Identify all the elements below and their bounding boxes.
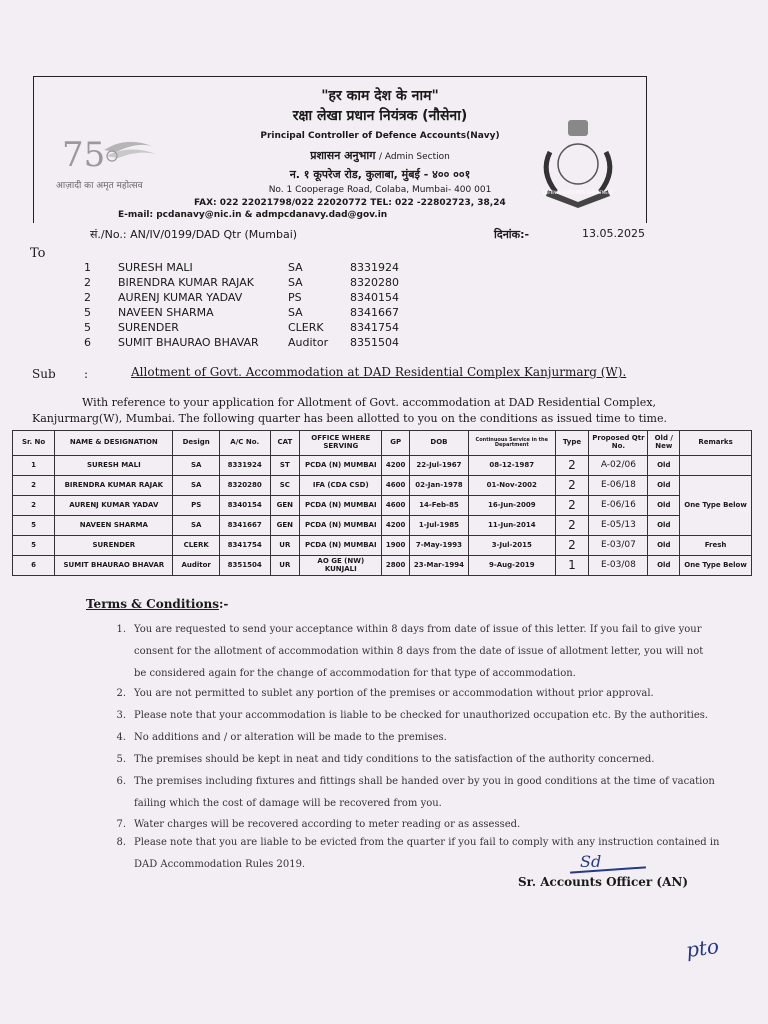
recipient-account-no: 8340154 <box>350 291 399 304</box>
term-number: 2. <box>116 688 126 699</box>
recipient-designation: Auditor <box>288 336 329 349</box>
term-line: Water charges will be recovered according to meter reading or as assessed. <box>134 819 521 830</box>
cell-service: 9-Aug-2019 <box>469 556 556 576</box>
recipient-sno: 2 <box>84 276 91 289</box>
term-item <box>108 619 718 685</box>
recipient-sno: 5 <box>84 321 91 334</box>
cell-dob: 7-May-1993 <box>409 536 468 556</box>
section-name <box>0 148 764 163</box>
table-row <box>13 476 752 496</box>
cell-old-new: Old <box>648 496 680 516</box>
cell-account-no: 8340154 <box>219 496 270 516</box>
cell-type: 2 <box>555 516 589 536</box>
cell-name: BIRENDRA KUMAR RAJAK <box>55 476 173 496</box>
cell-name: SUMIT BHAURAO BHAVAR <box>55 556 173 576</box>
column-header: Design <box>173 431 219 456</box>
subject-text: Allotment of Govt. Accommodation at DAD Residential Complex Kanjurmarg (W). <box>131 365 627 379</box>
cell-service: 16-Jun-2009 <box>469 496 556 516</box>
cell-name: SURESH MALI <box>55 456 173 476</box>
date-value: 13.05.2025 <box>582 227 645 240</box>
recipient-designation: SA <box>288 276 303 289</box>
term-number: 8. <box>116 837 126 848</box>
defence-accounts-emblem <box>530 112 626 216</box>
to-label: To <box>30 246 46 261</box>
date-label: दिनांक:- <box>494 228 530 241</box>
column-header: A/C No. <box>219 431 270 456</box>
table-row <box>13 516 752 536</box>
reference-number: सं./No.: AN/IV/0199/DAD Qtr (Mumbai) <box>90 228 298 241</box>
cell-cat: UR <box>270 536 300 556</box>
cell-service: 3-Jul-2015 <box>469 536 556 556</box>
recipient-sno: 5 <box>84 306 91 319</box>
recipient-designation: PS <box>288 291 302 304</box>
cell-qtr-no: E-03/07 <box>589 536 648 556</box>
recipient-designation: SA <box>288 261 303 274</box>
cell-qtr-no: E-06/18 <box>589 476 648 496</box>
body-paragraph-line-2: Kanjurmarg(W), Mumbai. The following quarter has been allotted to you on the conditions as issued time to time. <box>32 412 667 425</box>
cell-dob: 02-Jan-1978 <box>409 476 468 496</box>
cell-dob: 23-Mar-1994 <box>409 556 468 576</box>
cell-sr-no: 5 <box>13 536 55 556</box>
pto-handwritten-note: pto <box>684 933 721 963</box>
address-english: No. 1 Cooperage Road, Colaba, Mumbai- 400 001 <box>268 185 492 195</box>
column-header: Remarks <box>680 431 752 456</box>
term-line: Please note that you are liable to be evicted from the quarter if you fail to comply with any instruction contained in <box>134 837 720 848</box>
cell-design: SA <box>173 476 219 496</box>
slogan: "हर काम देश के नाम" <box>321 88 439 104</box>
cell-design: Auditor <box>173 556 219 576</box>
cell-old-new: Old <box>648 456 680 476</box>
table-row <box>13 496 752 516</box>
cell-cat: SC <box>270 476 300 496</box>
column-header: Proposed Qtr No. <box>589 431 648 456</box>
recipient-sno: 2 <box>84 291 91 304</box>
cell-account-no: 8331924 <box>219 456 270 476</box>
emblem-ribbon-text: DEFENCE ACCOUNTS DEPARTMENT <box>542 190 614 195</box>
cell-account-no: 8351504 <box>219 556 270 576</box>
cell-office: IFA (CDA CSD) <box>300 476 382 496</box>
term-line: You are not permitted to sublet any portion of the premises or accommodation without prior approval. <box>134 688 654 699</box>
cell-office: PCDA (N) MUMBAI <box>300 496 382 516</box>
recipient-sno: 6 <box>84 336 91 349</box>
column-header: NAME & DESIGNATION <box>55 431 173 456</box>
table-header-row <box>13 431 752 456</box>
cell-office: PCDA (N) MUMBAI <box>300 536 382 556</box>
table-row <box>13 556 752 576</box>
terms-heading <box>86 597 228 611</box>
subject-label: Sub <box>32 367 56 381</box>
term-line: Please note that your accommodation is liable to be checked for unauthorized occupation etc. By the authorities. <box>134 710 709 721</box>
recipient-account-no: 8320280 <box>350 276 399 289</box>
cell-gp: 4600 <box>382 476 409 496</box>
cell-type: 2 <box>555 456 589 476</box>
cell-gp: 4200 <box>382 516 409 536</box>
term-line: consent for the allotment of accommodation within 8 days from the date of issue of allotment letter, you will not <box>134 646 704 657</box>
recipient-name: NAVEEN SHARMA <box>118 306 214 319</box>
cell-service: 01-Nov-2002 <box>469 476 556 496</box>
cell-qtr-no: E-05/13 <box>589 516 648 536</box>
term-line: The premises including fixtures and fittings shall be handed over by you in good conditions at the time of vacation <box>134 776 715 787</box>
term-line: The premises should be kept in neat and tidy conditions to the satisfaction of the authority concerned. <box>134 754 655 765</box>
term-text <box>134 832 724 876</box>
terms-title: Terms & Conditions <box>86 597 219 611</box>
cell-sr-no: 2 <box>13 496 55 516</box>
recipient-name: BIRENDRA KUMAR RAJAK <box>118 276 254 289</box>
term-line: be considered again for the change of accommodation for that type of accommodation. <box>134 668 576 679</box>
recipient-name: SURESH MALI <box>118 261 193 274</box>
term-number: 3. <box>116 710 126 721</box>
cell-remarks: One Type Below <box>680 476 752 536</box>
cell-type: 2 <box>555 476 589 496</box>
cell-cat: GEN <box>270 516 300 536</box>
cell-remarks: One Type Below <box>680 556 752 576</box>
term-number: 7. <box>116 819 126 830</box>
column-header: Old / New <box>648 431 680 456</box>
recipient-sno: 1 <box>84 261 91 274</box>
recipient-name: AURENJ KUMAR YADAV <box>118 291 243 304</box>
term-text <box>134 771 724 815</box>
cell-service: 11-Jun-2014 <box>469 516 556 536</box>
column-header: CAT <box>270 431 300 456</box>
cell-gp: 2800 <box>382 556 409 576</box>
section-name-hindi: प्रशासन अनुभाग <box>310 149 376 162</box>
cell-qtr-no: A-02/06 <box>589 456 648 476</box>
email-addresses: E-mail: pcdanavy@nic.in & admpcdanavy.dad@gov.in <box>118 210 388 220</box>
cell-design: PS <box>173 496 219 516</box>
cell-qtr-no: E-03/08 <box>589 556 648 576</box>
cell-account-no: 8341754 <box>219 536 270 556</box>
term-item <box>108 771 718 815</box>
body-paragraph-line-1: With reference to your application for Allotment of Govt. accommodation at DAD Residential Complex, <box>82 396 657 409</box>
office-name-hindi: रक्षा लेखा प्रधान नियंत्रक (नौसेना) <box>292 108 468 124</box>
column-header: Type <box>555 431 589 456</box>
cell-sr-no: 6 <box>13 556 55 576</box>
defence-accounts-crest-icon <box>530 112 626 216</box>
cell-account-no: 8320280 <box>219 476 270 496</box>
cell-name: AURENJ KUMAR YADAV <box>55 496 173 516</box>
recipient-account-no: 8331924 <box>350 261 399 274</box>
term-line: You are requested to send your acceptance within 8 days from date of issue of this letter. If you fail to give your <box>134 624 702 635</box>
table-row <box>13 536 752 556</box>
term-text <box>134 619 724 685</box>
cell-gp: 4600 <box>382 496 409 516</box>
term-number: 4. <box>116 732 126 743</box>
subject-colon: : <box>84 367 89 381</box>
cell-dob: 22-Jul-1967 <box>409 456 468 476</box>
cell-dob: 1-Jul-1985 <box>409 516 468 536</box>
cell-gp: 1900 <box>382 536 409 556</box>
cell-qtr-no: E-06/16 <box>589 496 648 516</box>
cell-cat: GEN <box>270 496 300 516</box>
terms-title-suffix: :- <box>218 597 229 611</box>
column-header: OFFICE WHERE SERVING <box>300 431 382 456</box>
cell-name: NAVEEN SHARMA <box>55 516 173 536</box>
recipient-designation: CLERK <box>288 321 324 334</box>
cell-cat: UR <box>270 556 300 576</box>
term-number: 1. <box>116 624 126 635</box>
svg-text:75: 75 <box>62 135 106 175</box>
cell-account-no: 8341667 <box>219 516 270 536</box>
recipient-list <box>0 261 768 351</box>
column-header: Continuous Service in the Department <box>469 431 556 456</box>
column-header: Sr. No <box>13 431 55 456</box>
cell-design: SA <box>173 456 219 476</box>
cell-type: 2 <box>555 536 589 556</box>
term-line: No additions and / or alteration will be made to the premises. <box>134 732 447 743</box>
signature-initials: Sd <box>580 852 602 871</box>
cell-cat: ST <box>270 456 300 476</box>
cell-dob: 14-Feb-85 <box>409 496 468 516</box>
cell-office: AO GE (NW) KUNJALI <box>300 556 382 576</box>
signatory-designation: Sr. Accounts Officer (AN) <box>518 875 689 889</box>
cell-remarks: Fresh <box>680 536 752 556</box>
cell-old-new: Old <box>648 516 680 536</box>
cell-office: PCDA (N) MUMBAI <box>300 456 382 476</box>
recipient-designation: SA <box>288 306 303 319</box>
cell-type: 1 <box>555 556 589 576</box>
address-hindi: न. १ कूपरेज रोड, कुलाबा, मुंबई - ४०० ००१ <box>289 168 471 181</box>
recipient-account-no: 8351504 <box>350 336 399 349</box>
contact-numbers: FAX: 022 22021798/022 22020772 TEL: 022 -22802723, 38,24 <box>194 198 506 208</box>
cell-remarks <box>680 456 752 476</box>
azadi-logo-text: आज़ादी का अमृत महोत्सव <box>56 181 143 191</box>
term-number: 5. <box>116 754 126 765</box>
cell-old-new: Old <box>648 536 680 556</box>
recipient-name: SUMIT BHAURAO BHAVAR <box>118 336 259 349</box>
column-header: GP <box>382 431 409 456</box>
cell-sr-no: 2 <box>13 476 55 496</box>
cell-design: SA <box>173 516 219 536</box>
cell-old-new: Old <box>648 476 680 496</box>
cell-gp: 4200 <box>382 456 409 476</box>
recipient-name: SURENDER <box>118 321 179 334</box>
cell-sr-no: 5 <box>13 516 55 536</box>
term-number: 6. <box>116 776 126 787</box>
allotment-table <box>12 430 752 576</box>
cell-sr-no: 1 <box>13 456 55 476</box>
term-line: failing which the cost of damage will be recovered from you. <box>134 798 442 809</box>
office-name-english: Principal Controller of Defence Accounts(Navy) <box>260 131 500 141</box>
cell-office: PCDA (N) MUMBAI <box>300 516 382 536</box>
cell-design: CLERK <box>173 536 219 556</box>
term-line: DAD Accommodation Rules 2019. <box>134 859 306 870</box>
cell-name: SURENDER <box>55 536 173 556</box>
cell-type: 2 <box>555 496 589 516</box>
section-name-english: / Admin Section <box>378 152 450 162</box>
cell-service: 08-12-1987 <box>469 456 556 476</box>
column-header: DOB <box>409 431 468 456</box>
table-row <box>13 456 752 476</box>
cell-old-new: Old <box>648 556 680 576</box>
recipient-account-no: 8341667 <box>350 306 399 319</box>
recipient-account-no: 8341754 <box>350 321 399 334</box>
